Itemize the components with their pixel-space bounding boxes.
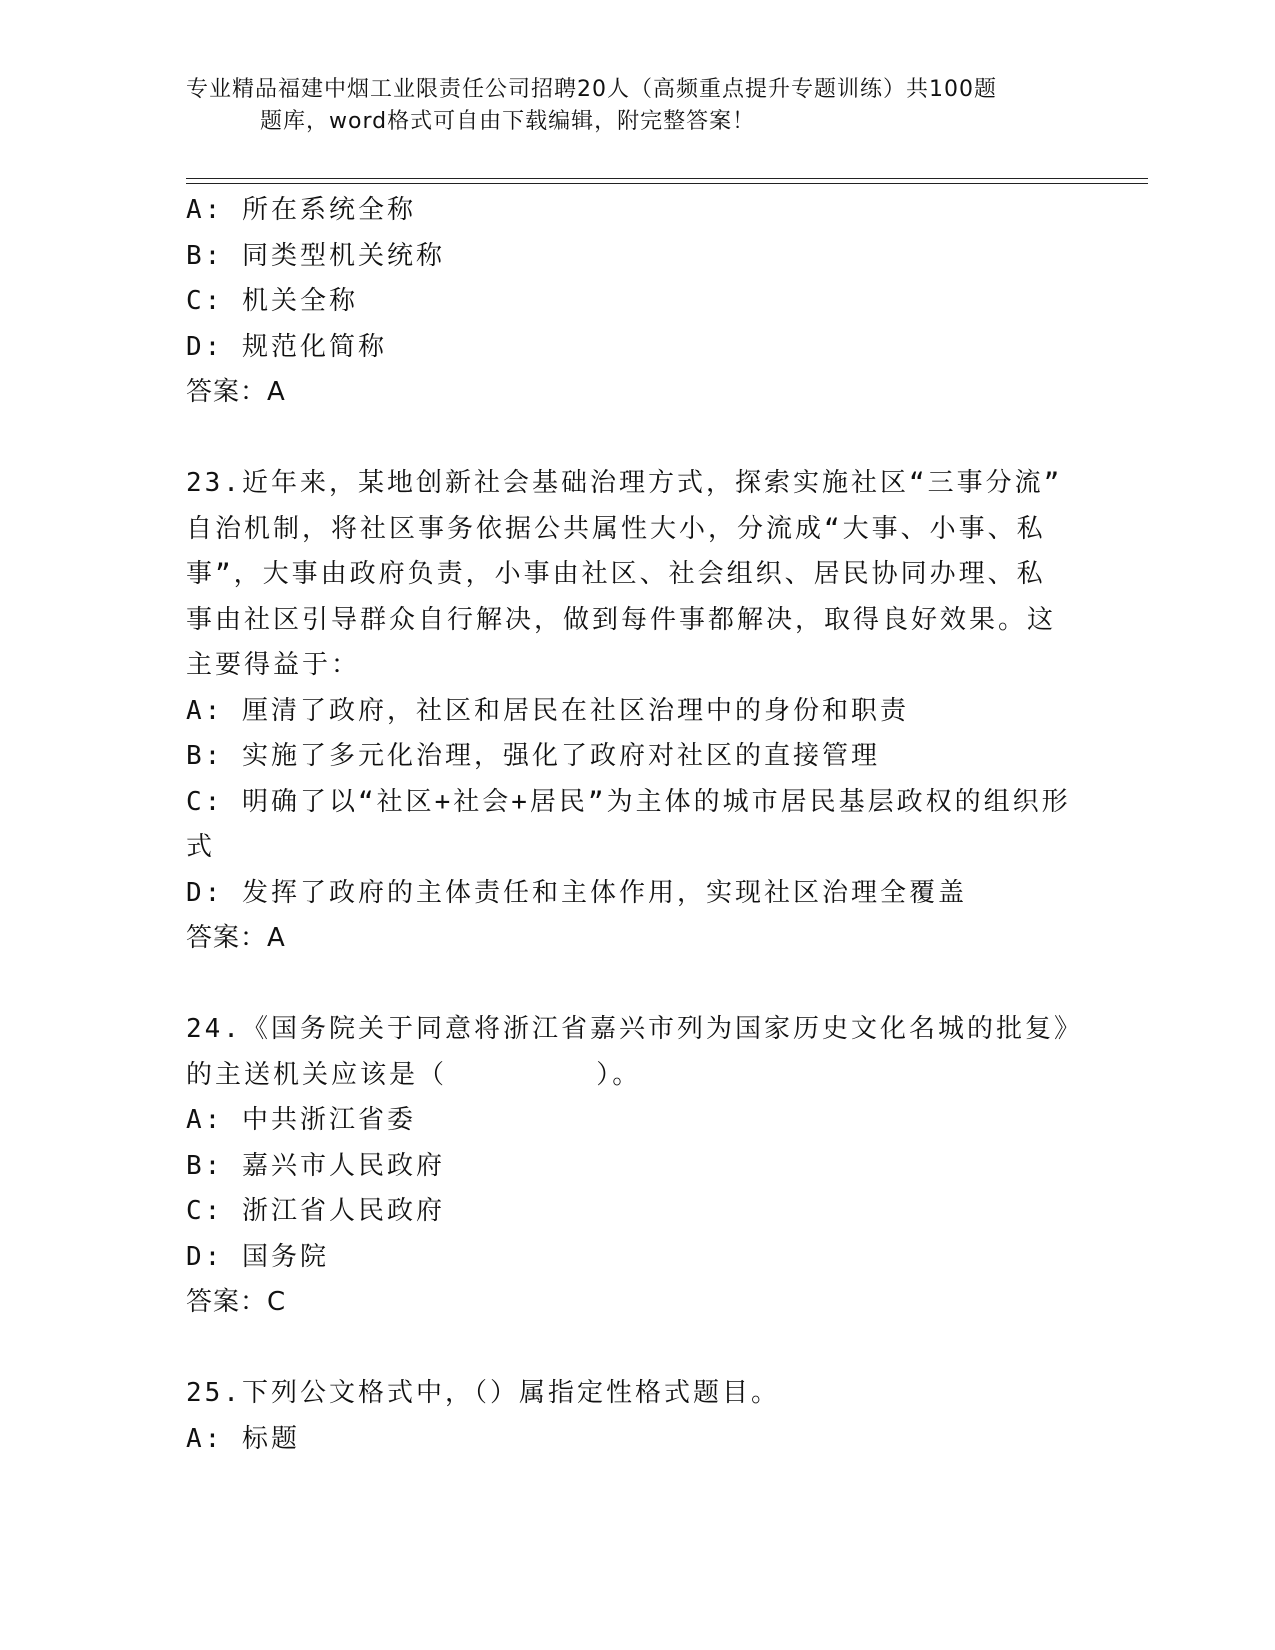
question-stem-line: 的主送机关应该是（ ）。 [186, 1059, 642, 1090]
spacer [186, 416, 1076, 462]
question-content [186, 188, 1083, 1462]
header-title-line-1: 专业精品福建中烟工业限责任公司招聘20人（高频重点提升专题训练）共100题 [186, 77, 997, 102]
header-title-line-2: 题库，word格式可自由下载编辑，附完整答案！ [260, 109, 756, 134]
question-23 [186, 461, 1076, 962]
header-rule-top [186, 178, 1148, 179]
question-stem-line: 主要得益于： [186, 650, 361, 680]
option-b: B: 嘉兴市人民政府 [186, 1150, 445, 1181]
question-25 [186, 1371, 1076, 1462]
document-header [186, 74, 1066, 138]
question-22 [186, 188, 1076, 416]
option-c: C: 机关全称 [186, 286, 358, 316]
question-stem-line: 25.下列公文格式中，（）属指定性格式题目。 [186, 1378, 780, 1408]
question-stem-line: 自治机制，将社区事务依据公共属性大小，分流成“大事、小事、私 [186, 513, 1046, 544]
option-d: D: 规范化简称 [186, 331, 387, 362]
option-b: B: 实施了多元化治理，强化了政府对社区的直接管理 [186, 741, 880, 771]
option-c: C: 浙江省人民政府 [186, 1196, 445, 1226]
option-a: A: 标题 [186, 1423, 300, 1454]
question-stem-line: 24.《国务院关于同意将浙江省嘉兴市列为国家历史文化名城的批复》 [186, 1014, 1083, 1044]
question-stem-line: 23.近年来，某地创新社会基础治理方式，探索实施社区“三事分流” [186, 468, 1063, 498]
question-stem-line: 事”，大事由政府负责，小事由社区、社会组织、居民协同办理、私 [186, 559, 1046, 589]
answer: 答案：A [186, 377, 286, 407]
option-b: B: 同类型机关统称 [186, 240, 445, 271]
answer: 答案：A [186, 923, 286, 953]
option-d: D: 发挥了政府的主体责任和主体作用，实现社区治理全覆盖 [186, 877, 967, 908]
option-d: D: 国务院 [186, 1241, 329, 1272]
question-stem-line: 事由社区引导群众自行解决，做到每件事都解决，取得良好效果。这 [186, 604, 1057, 635]
option-c-continued: 式 [186, 832, 216, 862]
option-a: A: 厘清了政府，社区和居民在社区治理中的身份和职责 [186, 695, 909, 726]
option-a: A: 中共浙江省委 [186, 1105, 416, 1135]
option-a: A: 所在系统全称 [186, 195, 416, 225]
answer: 答案：C [186, 1287, 287, 1317]
spacer [186, 1326, 1076, 1372]
spacer [186, 962, 1076, 1008]
question-24 [186, 1007, 1083, 1326]
header-rule-bottom [186, 183, 1148, 184]
option-c: C: 明确了以“社区+社会+居民”为主体的城市居民基层政权的组织形 [186, 786, 1071, 817]
